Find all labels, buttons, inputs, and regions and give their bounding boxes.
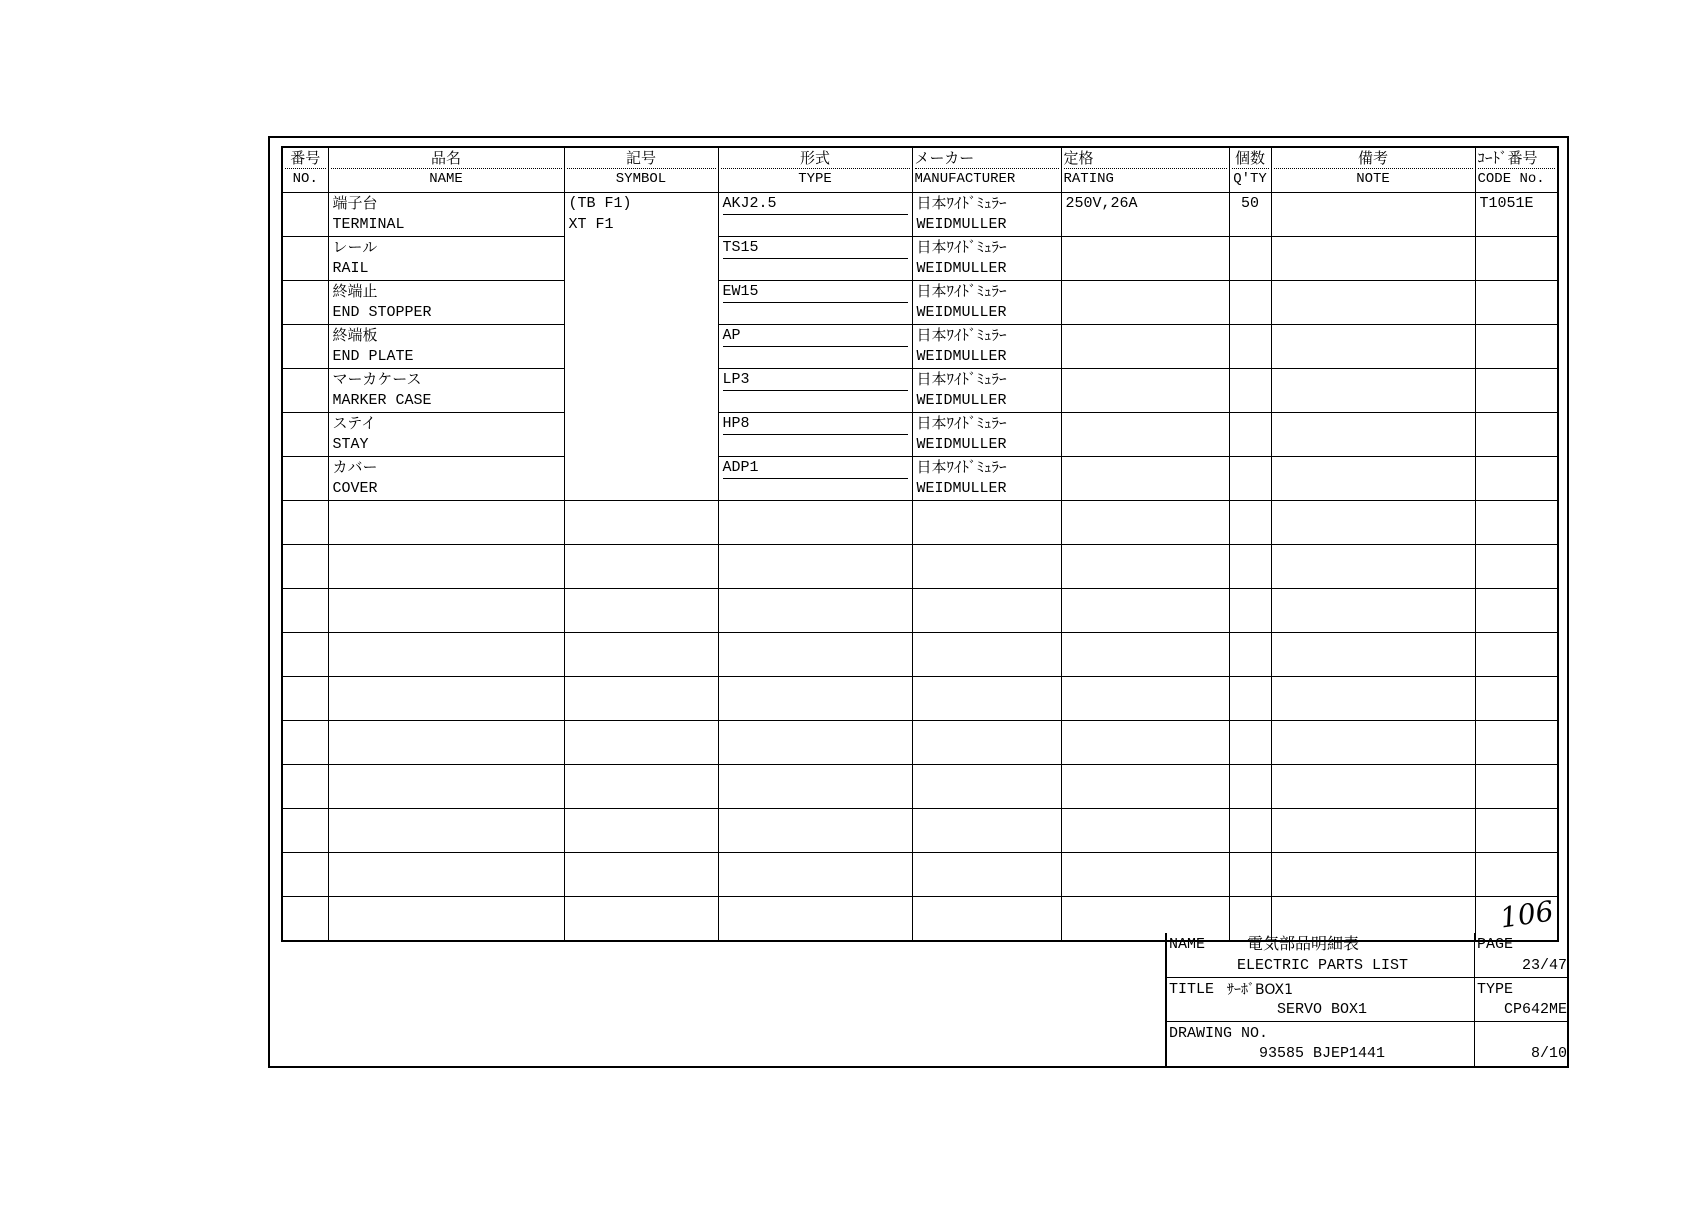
cell-symbol [564,325,718,369]
cell-rating [1061,765,1229,809]
cell-type [718,589,912,633]
cell-type [718,457,912,501]
cell-manufacturer [912,413,1061,457]
table-row [282,721,1558,765]
cell-type [718,193,912,237]
cell-qty [1229,633,1271,677]
cell-code [1475,765,1558,809]
cell-symbol [564,809,718,853]
cell-symbol [564,897,718,942]
cell-note [1271,501,1475,545]
type-value: CP642ME [1503,1001,1567,1018]
cell-no [282,677,328,721]
cell-symbol [564,413,718,457]
cell-no [282,589,328,633]
part-type: AP [723,325,908,347]
cell-code [1475,457,1558,501]
table-header-row [282,147,1558,193]
part-rating [1066,457,1225,478]
title-block-drawing-row [1167,1022,1569,1066]
cell-symbol [564,457,718,501]
table-row [282,501,1558,545]
cell-type [718,677,912,721]
part-rating [1066,237,1225,258]
drawing-number-value: 93585 BJEP1441 [1259,1045,1386,1062]
cell-manufacturer [912,457,1061,501]
cell-no [282,237,328,281]
cell-manufacturer [912,721,1061,765]
part-name-en: TERMINAL [332,216,405,233]
cell-note [1271,281,1475,325]
cell-no [282,897,328,942]
cell-symbol [564,853,718,897]
cell-qty [1229,501,1271,545]
cell-manufacturer [912,325,1061,369]
cell-code [1475,677,1558,721]
manufacturer-jp: 日本ﾜｲﾄﾞﾐｭﾗｰ [916,282,1007,300]
part-code: T1051E [1479,195,1534,212]
part-note [1276,413,1471,434]
cell-rating [1061,193,1229,237]
manufacturer-en: WEIDMULLER [916,216,1007,233]
part-rating [1066,281,1225,302]
cell-manufacturer [912,853,1061,897]
part-note [1276,281,1471,302]
title-block-title-row [1167,978,1569,1022]
cell-symbol [564,193,718,237]
table-row [282,281,1558,325]
cell-name [328,677,564,721]
cell-code [1475,545,1558,589]
part-name-jp: カバー [332,458,378,476]
cell-name [328,633,564,677]
cell-qty [1229,237,1271,281]
cell-name [328,325,564,369]
cell-name [328,853,564,897]
cell-note [1271,809,1475,853]
cell-note [1271,677,1475,721]
part-qty [1234,281,1267,302]
cell-symbol [564,545,718,589]
part-name-jp: ステイ [332,414,377,432]
cell-type [718,765,912,809]
cell-name [328,281,564,325]
cell-name [328,897,564,942]
cell-rating [1061,677,1229,721]
cell-symbol [564,721,718,765]
cell-rating [1061,457,1229,501]
cell-name [328,721,564,765]
drawing-name-en: ELECTRIC PARTS LIST [1237,957,1409,974]
part-note [1276,325,1471,346]
cell-rating [1061,809,1229,853]
cell-code [1475,369,1558,413]
title-en: SERVO BOX1 [1277,1001,1368,1018]
part-type: EW15 [723,281,908,303]
cell-code [1475,325,1558,369]
cell-name [328,501,564,545]
manufacturer-jp: 日本ﾜｲﾄﾞﾐｭﾗｰ [916,194,1007,212]
table-row [282,853,1558,897]
cell-qty [1229,809,1271,853]
cell-type [718,281,912,325]
cell-qty [1229,457,1271,501]
part-qty [1234,237,1267,258]
cell-no [282,721,328,765]
part-name-en: STAY [332,436,369,453]
table-row [282,457,1558,501]
cell-name [328,237,564,281]
cell-rating [1061,281,1229,325]
header-type: 形式 TYPE [718,147,912,193]
cell-rating [1061,545,1229,589]
cell-type [718,413,912,457]
cell-qty [1229,545,1271,589]
cell-symbol [564,237,718,281]
cell-no [282,501,328,545]
part-rating: 250V,26A [1065,195,1138,212]
part-rating [1066,369,1225,390]
cell-manufacturer [912,501,1061,545]
cell-qty [1229,281,1271,325]
part-name-en: RAIL [332,260,369,277]
title-jp: ｻｰﾎﾞBOX1 [1227,982,1293,998]
table-row [282,413,1558,457]
handwritten-note: 106 [1497,894,1556,935]
manufacturer-en: WEIDMULLER [916,304,1007,321]
cell-manufacturer [912,237,1061,281]
sheet-number: 8/10 [1530,1045,1567,1062]
cell-no [282,281,328,325]
manufacturer-en: WEIDMULLER [916,392,1007,409]
header-no: 番号 NO. [282,147,328,193]
cell-rating [1061,853,1229,897]
cell-type [718,369,912,413]
cell-manufacturer [912,633,1061,677]
part-name-jp: マーカケース [332,370,422,388]
cell-manufacturer [912,589,1061,633]
cell-name [328,809,564,853]
manufacturer-en: WEIDMULLER [916,260,1007,277]
part-code [1480,281,1554,302]
cell-code [1475,853,1558,897]
cell-rating [1061,721,1229,765]
cell-no [282,809,328,853]
part-type: AKJ2.5 [723,193,908,215]
cell-name [328,457,564,501]
cell-manufacturer [912,677,1061,721]
part-rating [1066,325,1225,346]
drawing-number-label: DRAWING NO. [1169,1025,1269,1042]
cell-name [328,413,564,457]
title-block-name-row [1167,933,1569,978]
part-qty [1234,413,1267,434]
table-row [282,589,1558,633]
cell-no [282,369,328,413]
part-code [1480,237,1554,258]
cell-manufacturer [912,765,1061,809]
cell-qty [1229,193,1271,237]
type-label: TYPE [1477,981,1514,998]
cell-rating [1061,589,1229,633]
manufacturer-en: WEIDMULLER [916,348,1007,365]
table-row [282,237,1558,281]
part-type: LP3 [723,369,908,391]
part-name-jp: 終端止 [332,282,378,300]
cell-note [1271,589,1475,633]
part-code [1480,457,1554,478]
cell-note [1271,457,1475,501]
cell-no [282,457,328,501]
title-label: TITLE [1169,981,1215,998]
cell-manufacturer [912,545,1061,589]
table-row [282,765,1558,809]
part-type: TS15 [723,237,908,259]
drawing-name-jp: 電気部品明細表 [1247,934,1360,953]
header-rating: 定格 RATING [1061,147,1229,193]
cell-note [1271,545,1475,589]
part-qty [1234,457,1267,478]
part-qty [1234,325,1267,346]
cell-manufacturer [912,193,1061,237]
cell-no [282,545,328,589]
cell-note [1271,325,1475,369]
cell-rating [1061,237,1229,281]
part-note [1276,457,1471,478]
table-row [282,369,1558,413]
cell-type [718,897,912,942]
cell-no [282,633,328,677]
part-rating [1066,413,1225,434]
cell-qty [1229,853,1271,897]
cell-manufacturer [912,281,1061,325]
cell-qty [1229,413,1271,457]
cell-no [282,413,328,457]
cell-code [1475,237,1558,281]
cell-name [328,589,564,633]
cell-rating [1061,501,1229,545]
header-symbol: 記号 SYMBOL [564,147,718,193]
cell-note [1271,721,1475,765]
part-name-en: END PLATE [332,348,414,365]
manufacturer-jp: 日本ﾜｲﾄﾞﾐｭﾗｰ [916,414,1007,432]
part-code [1480,413,1554,434]
cell-note [1271,853,1475,897]
cell-type [718,721,912,765]
part-note [1276,193,1471,214]
symbol-line-2: XT F1 [568,216,614,233]
cell-code [1475,193,1558,237]
part-code [1480,325,1554,346]
cell-rating [1061,413,1229,457]
part-note [1276,369,1471,390]
cell-rating [1061,633,1229,677]
part-code [1480,369,1554,390]
cell-symbol [564,281,718,325]
cell-symbol [564,369,718,413]
part-qty [1234,369,1267,390]
symbol-line-1: (TB F1) [568,195,632,212]
part-type: ADP1 [723,457,908,479]
manufacturer-en: WEIDMULLER [916,480,1007,497]
cell-manufacturer [912,897,1061,942]
cell-symbol [564,765,718,809]
cell-type [718,809,912,853]
cell-qty [1229,677,1271,721]
cell-no [282,853,328,897]
header-manufacturer: メーカー MANUFACTURER [912,147,1061,193]
cell-symbol [564,633,718,677]
part-name-jp: レール [332,238,378,256]
cell-qty [1229,369,1271,413]
cell-no [282,193,328,237]
cell-no [282,765,328,809]
cell-code [1475,809,1558,853]
header-qty: 個数 Q'TY [1229,147,1271,193]
manufacturer-en: WEIDMULLER [916,436,1007,453]
table-row [282,677,1558,721]
cell-name [328,545,564,589]
cell-note [1271,413,1475,457]
cell-no [282,325,328,369]
part-qty: 50 [1240,195,1259,212]
table-row [282,545,1558,589]
cell-rating [1061,325,1229,369]
manufacturer-jp: 日本ﾜｲﾄﾞﾐｭﾗｰ [916,370,1007,388]
cell-qty [1229,721,1271,765]
table-row [282,809,1558,853]
cell-manufacturer [912,369,1061,413]
cell-manufacturer [912,809,1061,853]
cell-qty [1229,589,1271,633]
part-name-jp: 端子台 [332,194,378,212]
parts-list-table [281,146,1559,942]
page-value: 23/47 [1521,957,1567,974]
manufacturer-jp: 日本ﾜｲﾄﾞﾐｭﾗｰ [916,458,1007,476]
cell-qty [1229,765,1271,809]
part-name-en: END STOPPER [332,304,432,321]
cell-note [1271,193,1475,237]
part-name-en: COVER [332,480,378,497]
cell-name [328,369,564,413]
cell-code [1475,281,1558,325]
part-name-jp: 終端板 [332,326,378,344]
cell-rating [1061,369,1229,413]
cell-type [718,325,912,369]
table-row [282,325,1558,369]
table-row [282,193,1558,237]
cell-note [1271,237,1475,281]
header-name: 品名 NAME [328,147,564,193]
cell-code [1475,413,1558,457]
cell-type [718,633,912,677]
table-row [282,633,1558,677]
cell-qty [1229,325,1271,369]
cell-code [1475,501,1558,545]
header-code: ｺｰﾄﾞ番号 CODE No. [1475,147,1558,193]
page-label: PAGE [1477,936,1514,953]
name-label: NAME [1169,936,1206,953]
cell-type [718,853,912,897]
cell-note [1271,369,1475,413]
manufacturer-jp: 日本ﾜｲﾄﾞﾐｭﾗｰ [916,326,1007,344]
cell-code [1475,633,1558,677]
cell-note [1271,765,1475,809]
cell-code [1475,721,1558,765]
cell-code [1475,589,1558,633]
cell-type [718,237,912,281]
cell-type [718,545,912,589]
cell-type [718,501,912,545]
title-block [1165,933,1567,1066]
cell-symbol [564,677,718,721]
cell-name [328,765,564,809]
cell-symbol [564,501,718,545]
cell-note [1271,633,1475,677]
part-type: HP8 [723,413,908,435]
header-note: 備考 NOTE [1271,147,1475,193]
manufacturer-jp: 日本ﾜｲﾄﾞﾐｭﾗｰ [916,238,1007,256]
cell-name [328,193,564,237]
cell-symbol [564,589,718,633]
part-name-en: MARKER CASE [332,392,432,409]
part-note [1276,237,1471,258]
